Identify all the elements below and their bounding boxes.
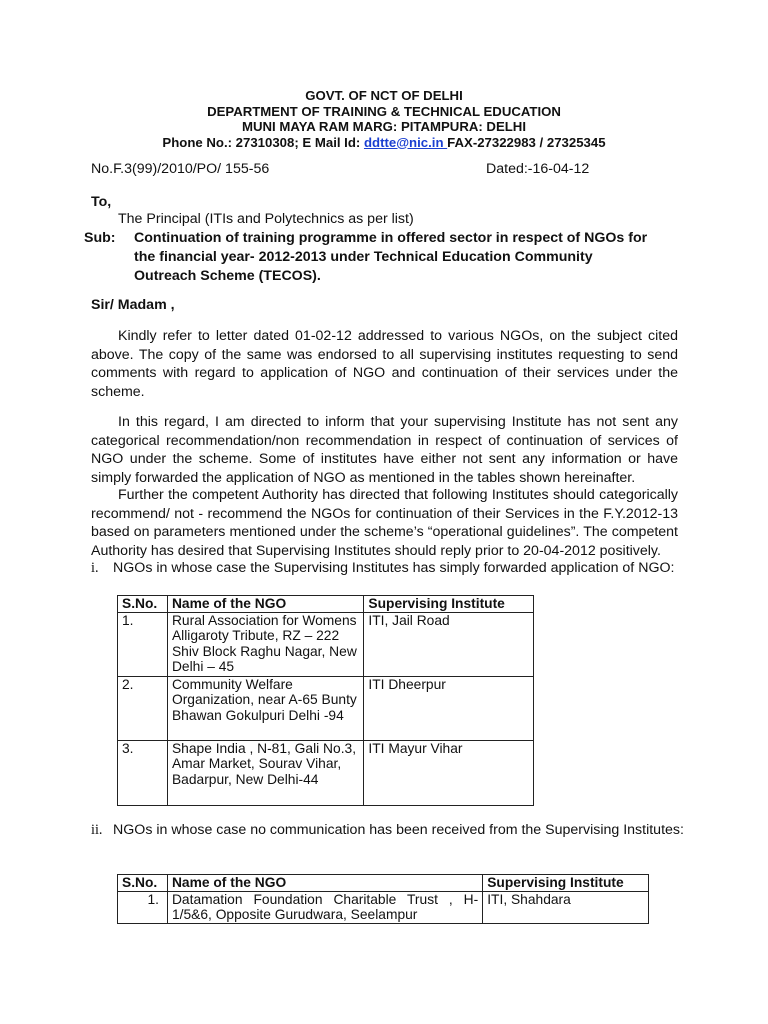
letterhead-department: DEPARTMENT OF TRAINING & TECHNICAL EDUCATION: [207, 103, 561, 119]
phone-text: Phone No.: 27310308; E Mail Id:: [162, 134, 364, 150]
letter-date: Dated:-16-04-12: [486, 161, 590, 177]
cell-ngo: Community Welfare Organization, near A-65 Bunty Bhawan Gokulpuri Delhi -94: [167, 676, 363, 740]
addressee-principal: The Principal (ITIs and Polytechnics as per list): [118, 211, 414, 227]
table-row: [118, 740, 534, 805]
header-institute: Supervising Institute: [483, 875, 649, 892]
table-row: [118, 891, 649, 923]
subject-label: Sub:: [84, 230, 116, 246]
cell-institute: ITI Mayur Vihar: [364, 740, 534, 805]
table-row: [118, 676, 534, 740]
letterhead: [0, 88, 768, 150]
cell-institute: ITI Dheerpur: [364, 676, 534, 740]
list-heading-no-communication: [91, 822, 684, 839]
header-institute: Supervising Institute: [364, 596, 534, 613]
header-sno: S.No.: [118, 875, 168, 892]
to-label: To,: [91, 194, 112, 210]
list-heading-text: NGOs in whose case no communication has been received from the Supervising Institutes:: [113, 822, 684, 838]
letterhead-contact: [0, 135, 768, 151]
cell-ngo: Shape India , N-81, Gali No.3, Amar Market, Sourav Vihar, Badarpur, New Delhi-44: [167, 740, 363, 805]
paragraph-2: In this regard, I am directed to inform that your supervising Institute has not sent any categorical recommendation/non recommendation in respect of continuation of services of NGO under the scheme. Some of institutes have either not sent any information or have simply forwarded the application of NGO as mentioned in the tables shown hereinafter.: [91, 414, 678, 486]
cell-sno: 1.: [118, 891, 168, 923]
list-heading-text: NGOs in whose case the Supervising Institutes has simply forwarded application of NGO:: [113, 560, 675, 576]
cell-institute: ITI, Shahdara: [483, 891, 649, 923]
paragraph-1: Kindly refer to letter dated 01-02-12 addressed to various NGOs, on the subject cited above. The copy of the same was endorsed to all supervising institutes requesting to send comments with regard to application of NGO and continuation of their services under the scheme.: [91, 328, 678, 400]
email-link[interactable]: ddtte@nic.in: [363, 134, 448, 150]
paragraph-3: Further the competent Authority has directed that following Institutes should categorically recommend/ not - recommend the NGOs for continuation of their Services in the F.Y.2012-13 based on parameters mentioned under the scheme’s “operational guidelines”. The competent Authority has desired that Supervising Institutes should reply prior to 20-04-2012 positively.: [91, 487, 678, 559]
list-numeral: ii.: [91, 822, 103, 838]
header-ngo: Name of the NGO: [167, 875, 482, 892]
letterhead-govt: GOVT. OF NCT OF DELHI: [305, 88, 463, 103]
cell-institute: ITI, Jail Road: [364, 612, 534, 676]
table-header-row: [118, 596, 534, 613]
cell-ngo: Datamation Foundation Charitable Trust , H-1/5&6, Opposite Gurudwara, Seelampur: [167, 891, 482, 923]
letterhead-address: MUNI MAYA RAM MARG: PITAMPURA: DELHI: [241, 119, 526, 134]
list-heading-forwarded: [91, 560, 674, 577]
table-row: [118, 612, 534, 676]
subject-text: Continuation of training programme in offered sector in respect of NGOs for the financial year- 2012-2013 under Technical Education Community Outreach Scheme (TECOS).: [134, 230, 648, 284]
cell-sno: 2.: [118, 676, 168, 740]
header-sno: S.No.: [118, 596, 168, 613]
cell-sno: 3.: [118, 740, 168, 805]
reference-number: No.F.3(99)/2010/PO/ 155-56: [91, 161, 270, 177]
no-communication-ngo-table: [117, 874, 649, 924]
reference-line: [91, 161, 601, 177]
cell-ngo: Rural Association for Womens Alligaroty Tribute, RZ – 222 Shiv Block Raghu Nagar, New Delhi – 45: [167, 612, 363, 676]
fax-text: FAX-27322983 / 27325345: [447, 134, 606, 150]
table-header-row: [118, 875, 649, 892]
salutation: Sir/ Madam ,: [91, 297, 175, 313]
header-ngo: Name of the NGO: [167, 596, 363, 613]
cell-sno: 1.: [118, 612, 168, 676]
list-numeral: i.: [91, 560, 99, 576]
forwarded-ngo-table: [117, 595, 534, 806]
